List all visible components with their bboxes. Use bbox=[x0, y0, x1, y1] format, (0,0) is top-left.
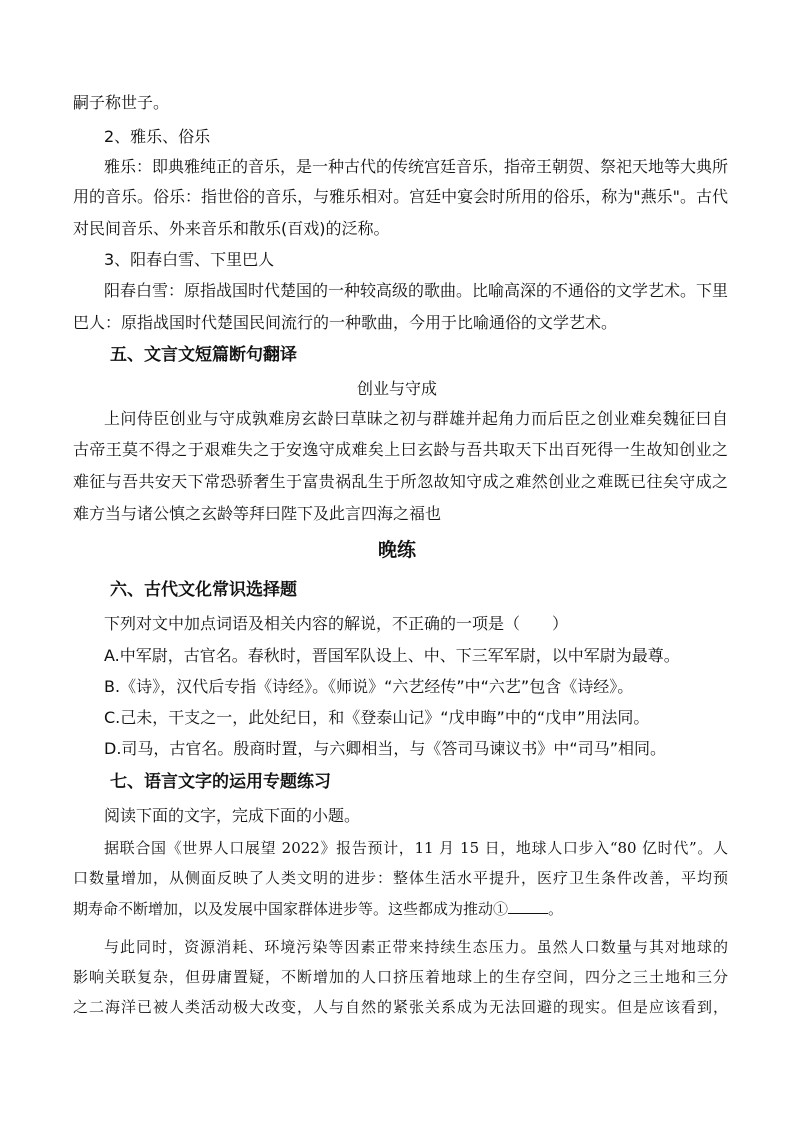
question-stem: 下列对文中加点词语及相关内容的解说，不正确的一项是（ ） bbox=[104, 614, 569, 633]
reading-text: 。 bbox=[548, 900, 564, 918]
passage-title: 创业与守成 bbox=[356, 379, 437, 398]
section-heading-7: 七、语言文字的运用专题练习 bbox=[110, 772, 331, 792]
answer-blank-1[interactable] bbox=[508, 899, 548, 914]
passage-line: 上问侍臣创业与守成孰难房玄龄曰草昧之初与群雄并起角力而后臣之创业难矣魏征曰自 bbox=[104, 409, 728, 428]
page-title-evening-practice: 晚练 bbox=[377, 539, 416, 561]
reading-line bbox=[73, 899, 728, 919]
reading-line: 据联合国《世界人口展望 2022》报告预计，11 月 15 日，地球人口步入“80 亿时代”。人 bbox=[104, 839, 728, 857]
reading-text: 期寿命不断增加，以及发展中国家群体进步等。这些都成为推动① bbox=[73, 900, 509, 918]
subheading-yangchun-xiali: 3、阳春白雪、下里巴人 bbox=[104, 250, 275, 269]
option-c: C.己未，干支之一，此处纪日，和《登泰山记》“戊申晦”中的“戊申”用法同。 bbox=[104, 708, 650, 727]
reading-instruction: 阅读下面的文字，完成下面的小题。 bbox=[104, 806, 361, 825]
text-line: 嗣子称世子。 bbox=[73, 93, 170, 112]
section-heading-6: 六、古代文化常识选择题 bbox=[110, 580, 297, 600]
option-d: D.司马，古官名。殷商时置，与六卿相当，与《答司马谏议书》中“司马”相同。 bbox=[104, 739, 666, 758]
reading-line: 口数量增加，从侧面反映了人类文明的进步：整体生活水平提升，医疗卫生条件改善，平均预 bbox=[73, 869, 728, 887]
text-line: 雅乐：即典雅纯正的音乐，是一种古代的传统宫廷音乐，指帝王朝贺、祭祀天地等大典所 bbox=[104, 157, 729, 176]
option-a: A.中军尉，古官名。春秋时，晋国军队设上、中、下三军军尉，以中军尉为最尊。 bbox=[104, 646, 680, 665]
passage-line: 难方当与诸公慎之玄龄等拜曰陛下及此言四海之福也 bbox=[73, 504, 442, 523]
option-b: B.《诗》，汉代后专指《诗经》。《师说》“六艺经传”中“六艺”包含《诗经》。 bbox=[104, 677, 634, 696]
text-line: 对民间音乐、外来音乐和散乐(百戏)的泛称。 bbox=[73, 219, 390, 238]
subheading-yayue-suyue: 2、雅乐、俗乐 bbox=[104, 127, 211, 146]
reading-line: 影响关联复杂，但毋庸置疑，不断增加的人口挤压着地球上的生存空间，四分之三土地和三分 bbox=[73, 968, 728, 986]
text-line: 用的音乐。俗乐：指世俗的音乐，与雅乐相对。宫廷中宴会时所用的俗乐，称为"燕乐"。古代 bbox=[73, 187, 728, 206]
text-line: 巴人：原指战国时代楚国民间流行的一种歌曲，今用于比喻通俗的文学艺术。 bbox=[73, 313, 618, 332]
passage-line: 古帝王莫不得之于艰难失之于安逸守成难矣上曰玄龄与吾共取天下出百死得一生故知创业之 bbox=[73, 440, 728, 459]
text-line: 阳春白雪：原指战国时代楚国的一种较高级的歌曲。比喻高深的不通俗的文学艺术。下里 bbox=[104, 281, 729, 300]
section-heading-5: 五、文言文短篇断句翻译 bbox=[110, 345, 297, 365]
passage-line: 难征与吾共安天下常恐骄奢生于富贵祸乱生于所忽故知守成之难然创业之难既已往矣守成之 bbox=[73, 472, 728, 491]
reading-line: 与此同时，资源消耗、环境污染等因素正带来持续生态压力。虽然人口数量与其对地球的 bbox=[104, 938, 728, 956]
reading-line: 之二海洋已被人类活动极大改变，人与自然的紧张关系成为无法回避的现实。但是应该看到， bbox=[73, 998, 728, 1016]
